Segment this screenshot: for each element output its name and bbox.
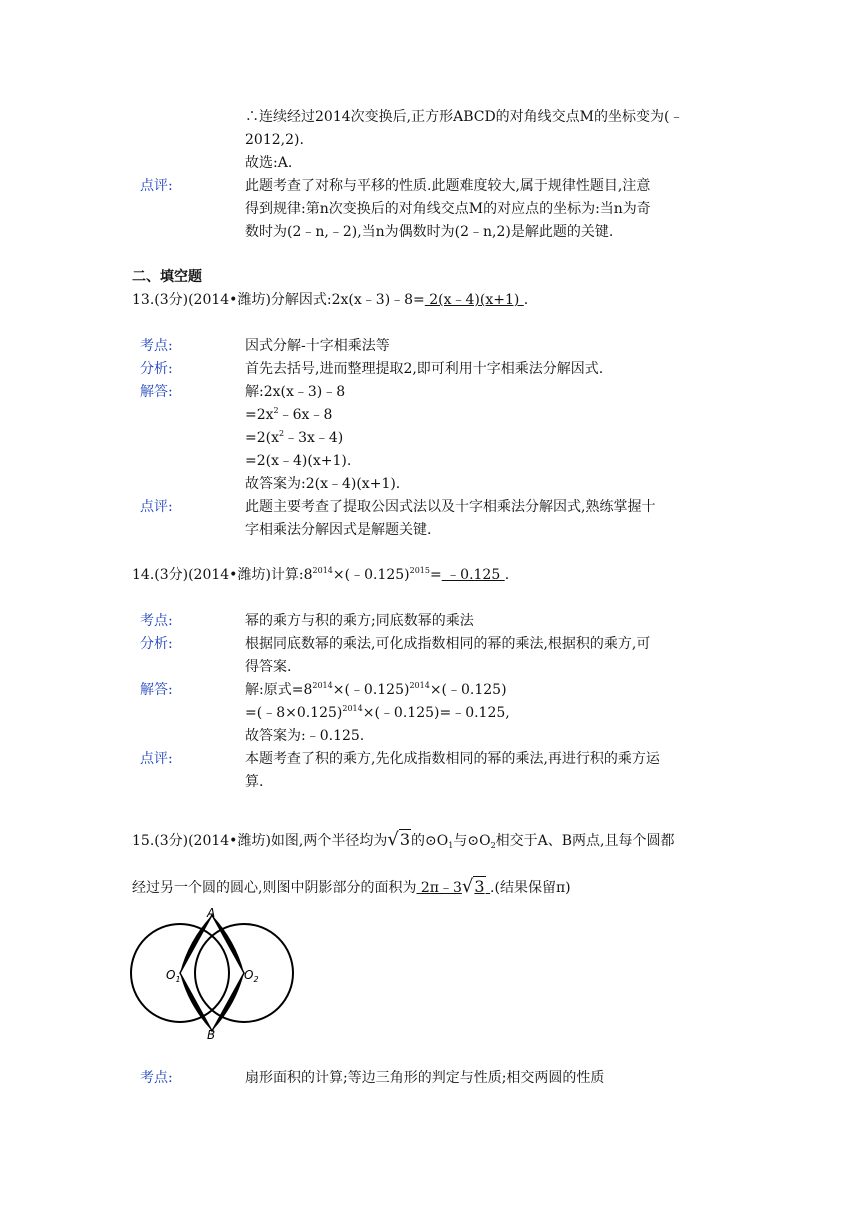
q13-jieda-label: 解答:: [140, 384, 173, 400]
label-o1: $O_1$: [166, 968, 181, 984]
q14-dianping-line2: 算.: [245, 774, 264, 790]
q15-stem-line2: 经过另一个圆的圆心,则图中阴影部分的面积为 2π﹣3√3 .(结果保留π): [132, 876, 571, 897]
q14-jieda-label: 解答:: [140, 682, 173, 698]
q14-kaodian-label: 考点:: [140, 613, 173, 629]
prev-comment-line2: 得到规律:第n次变换后的对角线交点M的对应点的坐标为:当n为奇: [245, 201, 651, 217]
q15-stem-line1: 15.(3分)(2014•潍坊)如图,两个半径均为√3的$⊙O_1$与$⊙O_2$相交于A、B两点,且每个圆都: [132, 829, 675, 850]
q13-stem: [132, 290, 528, 310]
q14-dianping-line1: 本题考查了积的乘方,先化成指数相同的幂的乘法,再进行积的乘方运: [245, 751, 660, 767]
q14-answer: ﹣0.125: [441, 567, 505, 583]
q14-kaodian: 幂的乘方与积的乘方;同底数幂的乘法: [245, 613, 474, 629]
two-circles-figure: [128, 903, 298, 1043]
prev-comment-line3: 数时为(2﹣n,﹣2),当n为偶数时为(2﹣n,2)是解此题的关键.: [245, 224, 614, 240]
q13-kaodian-label: 考点:: [140, 338, 173, 354]
q13-stem-prefix: 13.(3分)(2014•潍坊)分解因式:2x(x﹣3)﹣8=: [132, 292, 425, 308]
q13-jieda-line4: =2(x﹣4)(x+1).: [245, 453, 352, 469]
prev-solution-line2: 2012,2).: [245, 132, 304, 148]
q14-fenxi-line2: 得答案.: [245, 659, 292, 675]
q13-dianping-label: 点评:: [140, 499, 173, 515]
sqrt-symbol: √: [387, 829, 399, 850]
q14-jieda-line2: =(﹣8×0.125)$^{2014}$×(﹣0.125)=﹣0.125,: [245, 704, 510, 721]
prev-comment-label: 点评:: [140, 178, 173, 194]
q13-jieda-line5: 故答案为:2(x﹣4)(x+1).: [245, 476, 401, 492]
label-a: A: [207, 906, 216, 920]
q13-jieda-line2: $=2x^2﹣6x﹣8$: [245, 406, 333, 423]
q15-kaodian-label: 考点:: [140, 1070, 173, 1086]
prev-comment-line1: 此题考查了对称与平移的性质.此题难度较大,属于规律性题目,注意: [245, 178, 651, 194]
q14-stem: 14.(3分)(2014•潍坊)计算$:8^{2014}\times(﹣0.125)^{2015}=$ ﹣0.125 .: [132, 566, 510, 583]
q14-fenxi-line1: 根据同底数幂的乘法,可化成指数相同的幂的乘法,根据积的乘方,可: [245, 636, 651, 652]
q13-jieda-line3: $=2(x^2﹣3x﹣4)$: [245, 429, 344, 446]
q15-kaodian: 扇形面积的计算;等边三角形的判定与性质;相交两圆的性质: [245, 1070, 605, 1086]
q13-kaodian: 因式分解-十字相乘法等: [245, 338, 390, 354]
q14-dianping-label: 点评:: [140, 751, 173, 767]
q13-fenxi: 首先去括号,进而整理提取2,即可利用十字相乘法分解因式.: [245, 361, 604, 377]
label-b: B: [207, 1028, 216, 1042]
q13-fenxi-label: 分析:: [140, 361, 173, 377]
q13-dianping-line2: 字相乘法分解因式是解题关键.: [245, 522, 432, 538]
prev-solution-line3: 故选:A.: [245, 155, 293, 171]
q13-jieda-line1: 解:2x(x﹣3)﹣8: [245, 384, 346, 400]
q14-jieda-line3: 故答案为:﹣0.125.: [245, 728, 365, 744]
label-o2: $O_2$: [244, 968, 259, 984]
q15-answer: 2π﹣3√3: [416, 876, 485, 897]
prev-solution-line1: ∴连续经过2014次变换后,正方形ABCD的对角线交点M的坐标变为(﹣: [245, 109, 684, 125]
q14-jieda-line1: 解:原式$=8^{2014}\times(﹣0.125)^{2014}\times(﹣0.125)$: [245, 681, 507, 698]
q13-stem-suffix: .: [523, 292, 529, 308]
q13-dianping-line1: 此题主要考查了提取公因式法以及十字相乘法分解因式,熟练掌握十: [245, 499, 656, 515]
section-title: 二、填空题: [132, 269, 202, 285]
q13-answer: 2(x﹣4)(x+1): [424, 292, 524, 308]
q14-fenxi-label: 分析:: [140, 636, 173, 652]
rhombus: [180, 915, 244, 1031]
